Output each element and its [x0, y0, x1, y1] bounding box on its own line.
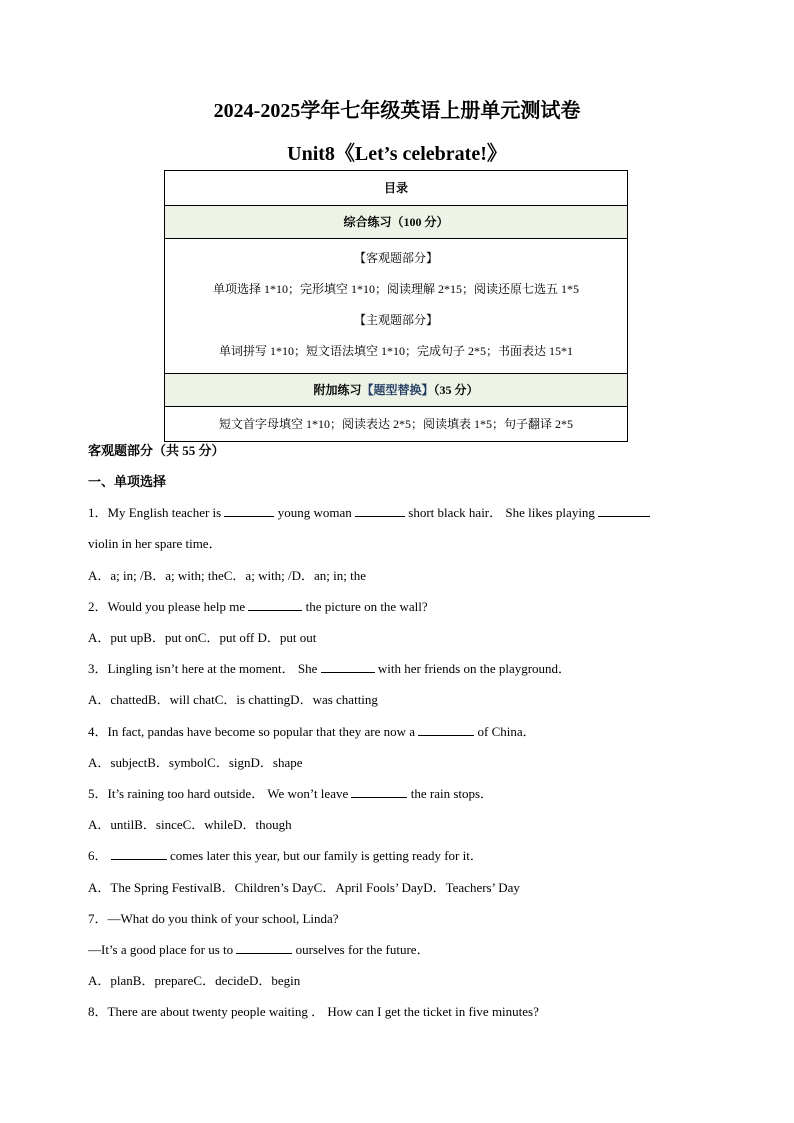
toc-subjective-items: 单词拼写 1*10；短文语法填空 1*10；完成句子 2*5；书面表达 15*1 [218, 344, 573, 358]
answer-blank [321, 661, 375, 673]
page-subtitle: Unit8《Let’s celebrate!》 [287, 143, 507, 165]
toc-extra-label: 附加练习 [313, 383, 362, 397]
toc-section-extra [165, 374, 627, 407]
toc-extra-replace: 【题型替换】 [361, 383, 434, 397]
question-text: short black hair． She likes playing [408, 505, 595, 520]
toc-subjective-label: 【主观题部分】 [353, 313, 438, 327]
question-1-options: A．a; in; /B．a; with; theC．a; with; /D．an; in; the [88, 568, 367, 583]
question-text: with her friends on the playground． [377, 661, 572, 676]
question-7-response [88, 939, 430, 958]
answer-blank [598, 505, 650, 517]
answer-blank [355, 505, 405, 517]
answer-blank [224, 505, 274, 517]
question-7: 7．—What do you think of your school, Linda? [88, 911, 339, 926]
question-8: 8．There are about twenty people waiting ． How can I get the ticket in five minutes? [88, 1004, 539, 1019]
question-4 [88, 721, 536, 740]
question-3 [88, 658, 571, 677]
question-6-options: A．The Spring FestivalB．Children’s DayC．April Fools’ DayD．Teachers’ Day [88, 880, 520, 895]
table-of-contents [164, 170, 628, 442]
question-5 [88, 783, 493, 802]
toc-extra-score: （35 分） [433, 383, 479, 397]
question-text: 3．Lingling isn’t here at the moment． She [88, 661, 318, 676]
question-3-options: A．chattedB．will chatC．is chattingD．was chatting [88, 692, 378, 707]
question-text: comes later this year, but our family is getting ready for it． [170, 848, 483, 863]
part-heading: 客观题部分（共 55 分） [88, 443, 225, 458]
question-2-options: A．put upB．put onC．put off D．put out [88, 630, 317, 645]
toc-header: 目录 [165, 171, 627, 206]
toc-objective-label: 【客观题部分】 [353, 251, 438, 265]
answer-blank [248, 599, 302, 611]
question-text: the picture on the wall? [305, 599, 428, 614]
question-5-options: A．untilB．sinceC．whileD．though [88, 817, 292, 832]
question-text: 6． [88, 848, 108, 863]
question-7-options: A．planB．prepareC．decideD．begin [88, 973, 301, 988]
question-1 [88, 502, 650, 521]
question-text: 1．My English teacher is [88, 505, 222, 520]
question-4-options: A．subjectB．symbolC．signD．shape [88, 755, 303, 770]
question-2 [88, 596, 428, 615]
page-title: 2024-2025学年七年级英语上册单元测试卷 [213, 100, 581, 122]
question-text: the rain stops． [410, 786, 494, 801]
question-text: young woman [277, 505, 352, 520]
toc-section-details [165, 239, 627, 374]
question-text: —It’s a good place for us to [88, 942, 234, 957]
question-6 [88, 845, 483, 864]
question-text: ourselves for the future． [295, 942, 430, 957]
answer-blank [111, 848, 167, 860]
answer-blank [351, 786, 407, 798]
question-text: 2．Would you please help me [88, 599, 246, 614]
answer-blank [236, 942, 292, 954]
toc-extra-items: 短文首字母填空 1*10；阅读表达 2*5；阅读填表 1*5；句子翻译 2*5 [218, 417, 573, 431]
toc-objective-items: 单项选择 1*10；完形填空 1*10；阅读理解 2*15；阅读还原七选五 1*5 [212, 282, 579, 296]
question-1-continued: violin in her spare time． [88, 536, 222, 551]
question-text: of China． [477, 724, 536, 739]
section-heading: 一、单项选择 [88, 474, 167, 489]
question-text: 5．It’s raining too hard outside． We won’t leave [88, 786, 349, 801]
answer-blank [418, 724, 474, 736]
question-text: 4．In fact, pandas have become so popular that they are now a [88, 724, 416, 739]
toc-section-comprehensive: 综合练习（100 分） [165, 206, 627, 239]
